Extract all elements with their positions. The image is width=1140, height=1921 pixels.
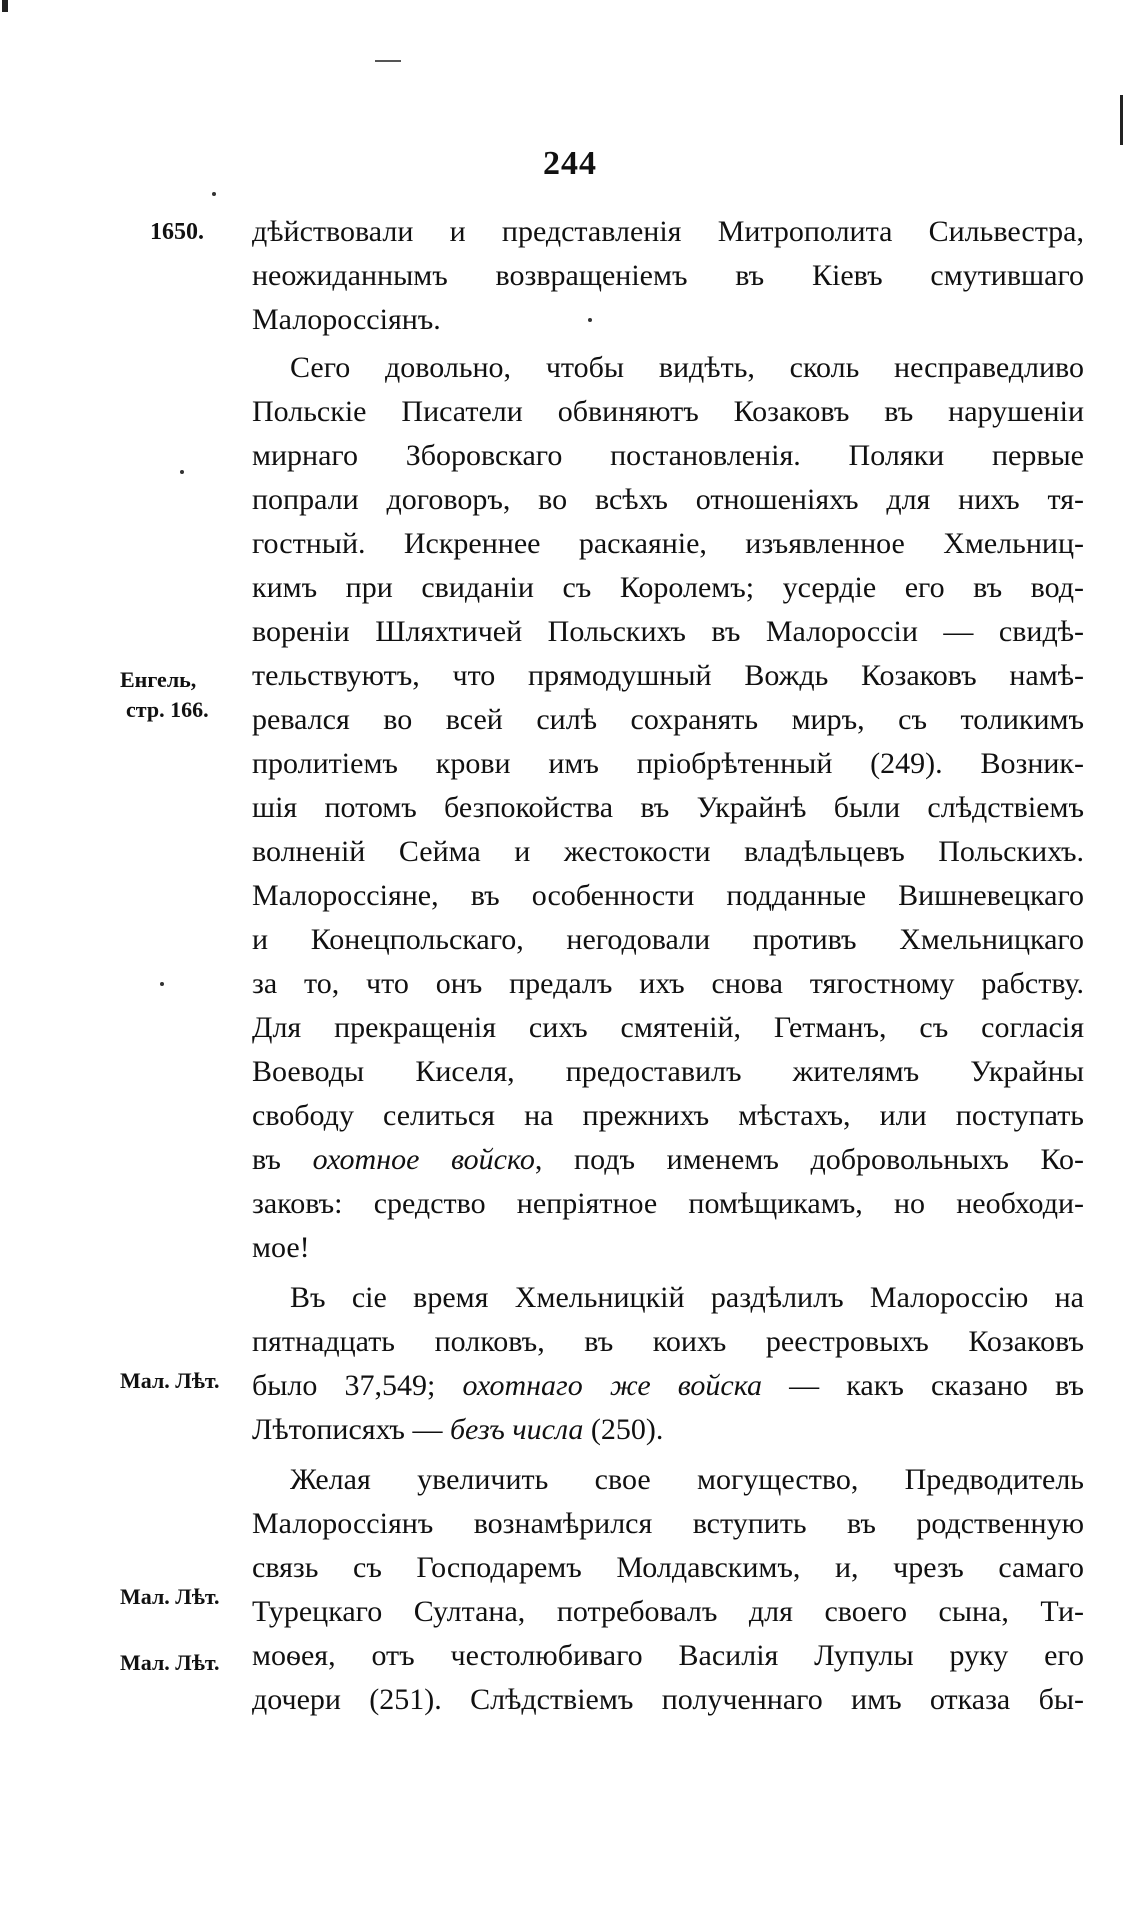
scan-mark <box>2 0 8 12</box>
text-line: волненій Сейма и жестокости владѣльцевъ Польскихъ. <box>252 835 1084 868</box>
text-line: вореніи Шляхтичей Польскихъ въ Малороссіи — свидѣ- <box>252 615 1084 648</box>
text-line: Малороссіяне, въ особенности подданные Вишневецкаго <box>252 879 1084 912</box>
text-line: Польскіе Писатели обвиняютъ Козаковъ въ нарушеніи <box>252 395 1084 428</box>
text-run: Лѣтописяхъ — <box>252 1413 450 1446</box>
text-line: кимъ при свиданіи съ Королемъ; усердіе его въ вод- <box>252 571 1084 604</box>
text-line: Малороссіянъ вознамѣрился вступить въ родственную <box>252 1507 1084 1540</box>
text-line: Въ сіе время Хмельницкій раздѣлилъ Малороссію на <box>290 1281 1084 1314</box>
text-line: тельствуютъ, что прямодушный Вождь Козаковъ намѣ- <box>252 659 1084 692</box>
header-rule <box>375 60 401 62</box>
margin-note-engel-page: стр. 166. <box>126 697 209 722</box>
text-line: моѳея, отъ честолюбиваго Василія Лупулы руку его <box>252 1639 1084 1672</box>
text-line: свободу селиться на прежнихъ мѣстахъ, или поступать <box>252 1099 1084 1132</box>
italic-term: безъ числа <box>449 1413 584 1446</box>
text-line: попрали договоръ, во всѣхъ отношеніяхъ для нихъ тя- <box>252 483 1084 516</box>
text-line: дѣйствовали и представленія Митрополита Сильвестра, <box>252 215 1084 248</box>
text-line: Малороссіянъ. <box>252 303 441 336</box>
text-line: Сего довольно, чтобы видѣть, сколь несправедливо <box>290 351 1084 384</box>
text-line: Желая увеличить свое могущество, Предводитель <box>290 1463 1084 1496</box>
text-line: пролитіемъ крови имъ пріобрѣтенный (249). Возник- <box>252 747 1084 780</box>
text-run: , подъ именемъ добровольныхъ Ко- <box>534 1143 1084 1176</box>
ink-speck <box>180 470 184 474</box>
text-run: — какъ сказано въ <box>762 1369 1084 1402</box>
margin-note-engel <box>120 665 252 725</box>
text-line <box>252 1408 1084 1452</box>
italic-term: охотнаго же войска <box>462 1369 763 1402</box>
text-run: (250). <box>583 1413 664 1446</box>
text-line <box>252 1138 1084 1182</box>
text-line: дочери (251). Слѣдствіемъ полученнаго имъ отказа бы- <box>252 1683 1084 1716</box>
margin-note-mal-let: Мал. Лѣт. <box>120 1368 220 1393</box>
text-line: Воеводы Киселя, предоставилъ жителямъ Украйны <box>252 1055 1084 1088</box>
text-line: и Конецпольскаго, негодовали противъ Хмельницкаго <box>252 923 1084 956</box>
text-run: было 37,549; <box>252 1369 463 1402</box>
text-line: пятнадцать полковъ, въ коихъ реестровыхъ Козаковъ <box>252 1325 1084 1358</box>
text-line <box>252 1364 1084 1408</box>
margin-note-mal-let: Мал. Лѣт. <box>120 1584 220 1609</box>
text-line: связь съ Господаремъ Молдавскимъ, и, чрезъ самаго <box>252 1551 1084 1584</box>
text-line: за то, что онъ предалъ ихъ снова тягостному рабству. <box>252 967 1084 1000</box>
text-line: гостный. Искреннее раскаяніе, изъявленное Хмельниц- <box>252 527 1084 560</box>
ink-speck <box>160 982 164 986</box>
text-line: шія потомъ безпокойства въ Украйнѣ были слѣдствіемъ <box>252 791 1084 824</box>
text-line: заковъ: средство непріятное помѣщикамъ, но необходи- <box>252 1187 1084 1220</box>
margin-note-engel-author: Енгель, <box>120 667 197 692</box>
text-line: мирнаго Зборовскаго постановленія. Поляки первые <box>252 439 1084 472</box>
text-line: ревался во всей силѣ сохранять миръ, съ толикимъ <box>252 703 1084 736</box>
text-line: Турецкаго Султана, потребовалъ для своего сына, Ти- <box>252 1595 1084 1628</box>
margin-note-mal-let: Мал. Лѣт. <box>120 1650 220 1675</box>
margin-year: 1650. <box>150 219 204 245</box>
italic-term: охотное войско <box>312 1143 535 1176</box>
ink-speck <box>212 192 216 196</box>
scan-edge-mark <box>1120 95 1123 145</box>
text-line: мое! <box>252 1231 310 1264</box>
text-line: Для прекращенія сихъ смятеній, Гетманъ, съ согласія <box>252 1011 1084 1044</box>
text-run: въ <box>252 1143 313 1176</box>
text-line: неожиданнымъ возвращеніемъ въ Кіевъ смутившаго <box>252 259 1084 292</box>
page-number: 244 <box>543 145 597 182</box>
